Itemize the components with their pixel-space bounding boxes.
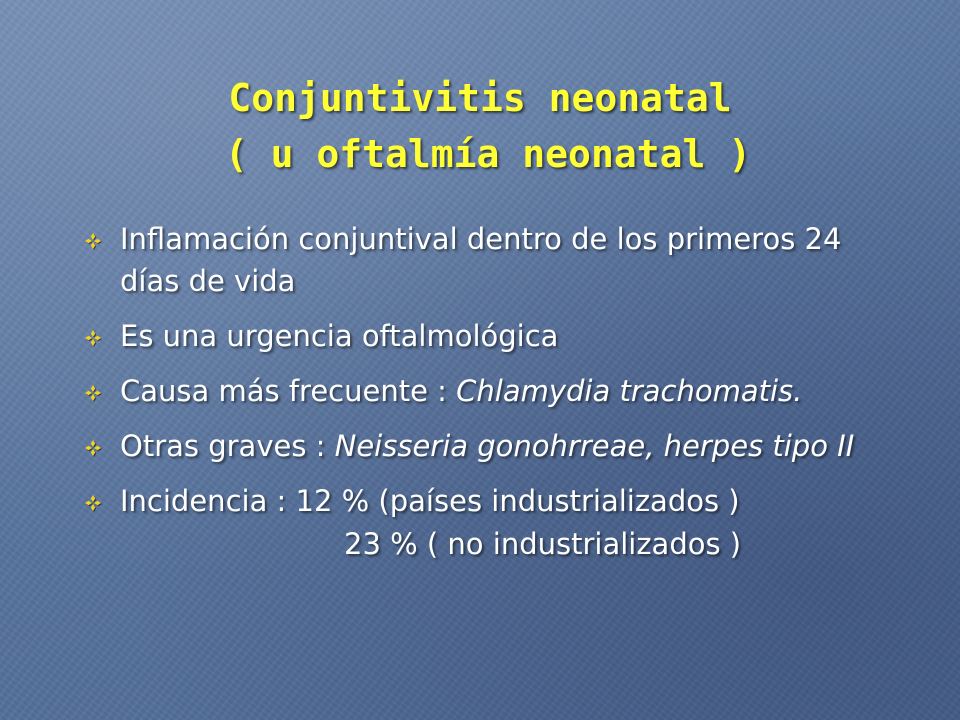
organism-name: Neisseria gonohrreae, herpes tipo II bbox=[334, 429, 855, 463]
organism-name: Chlamydia trachomatis. bbox=[456, 374, 803, 408]
bullet-item bbox=[84, 480, 884, 522]
title-line-2: ( u oftalmía neonatal ) bbox=[224, 132, 752, 176]
diamond-quad-icon bbox=[84, 329, 102, 347]
bullet-text: Causa más frecuente : bbox=[120, 374, 457, 408]
bullet-text: Otras graves : bbox=[120, 429, 335, 463]
bullet-list bbox=[84, 218, 884, 578]
bullet-text: Inflamación conjuntival dentro de los primeros 24 días de vida bbox=[120, 222, 842, 298]
diamond-quad-icon bbox=[84, 384, 102, 402]
bullet-item bbox=[84, 425, 884, 467]
bullet-item bbox=[84, 218, 884, 302]
continuation-text: 23 % ( no industrializados ) bbox=[344, 527, 742, 561]
title-line-1: Conjuntivitis neonatal bbox=[228, 76, 732, 120]
bullet-item bbox=[84, 370, 884, 412]
diamond-quad-icon bbox=[84, 439, 102, 457]
bullet-continuation bbox=[84, 523, 884, 565]
slide-title bbox=[0, 70, 960, 182]
diamond-quad-icon bbox=[84, 232, 102, 250]
bullet-text: Es una urgencia oftalmológica bbox=[120, 319, 559, 353]
bullet-text: Incidencia : 12 % (países industrializados ) bbox=[120, 484, 740, 518]
bullet-item bbox=[84, 315, 884, 357]
diamond-quad-icon bbox=[84, 494, 102, 512]
